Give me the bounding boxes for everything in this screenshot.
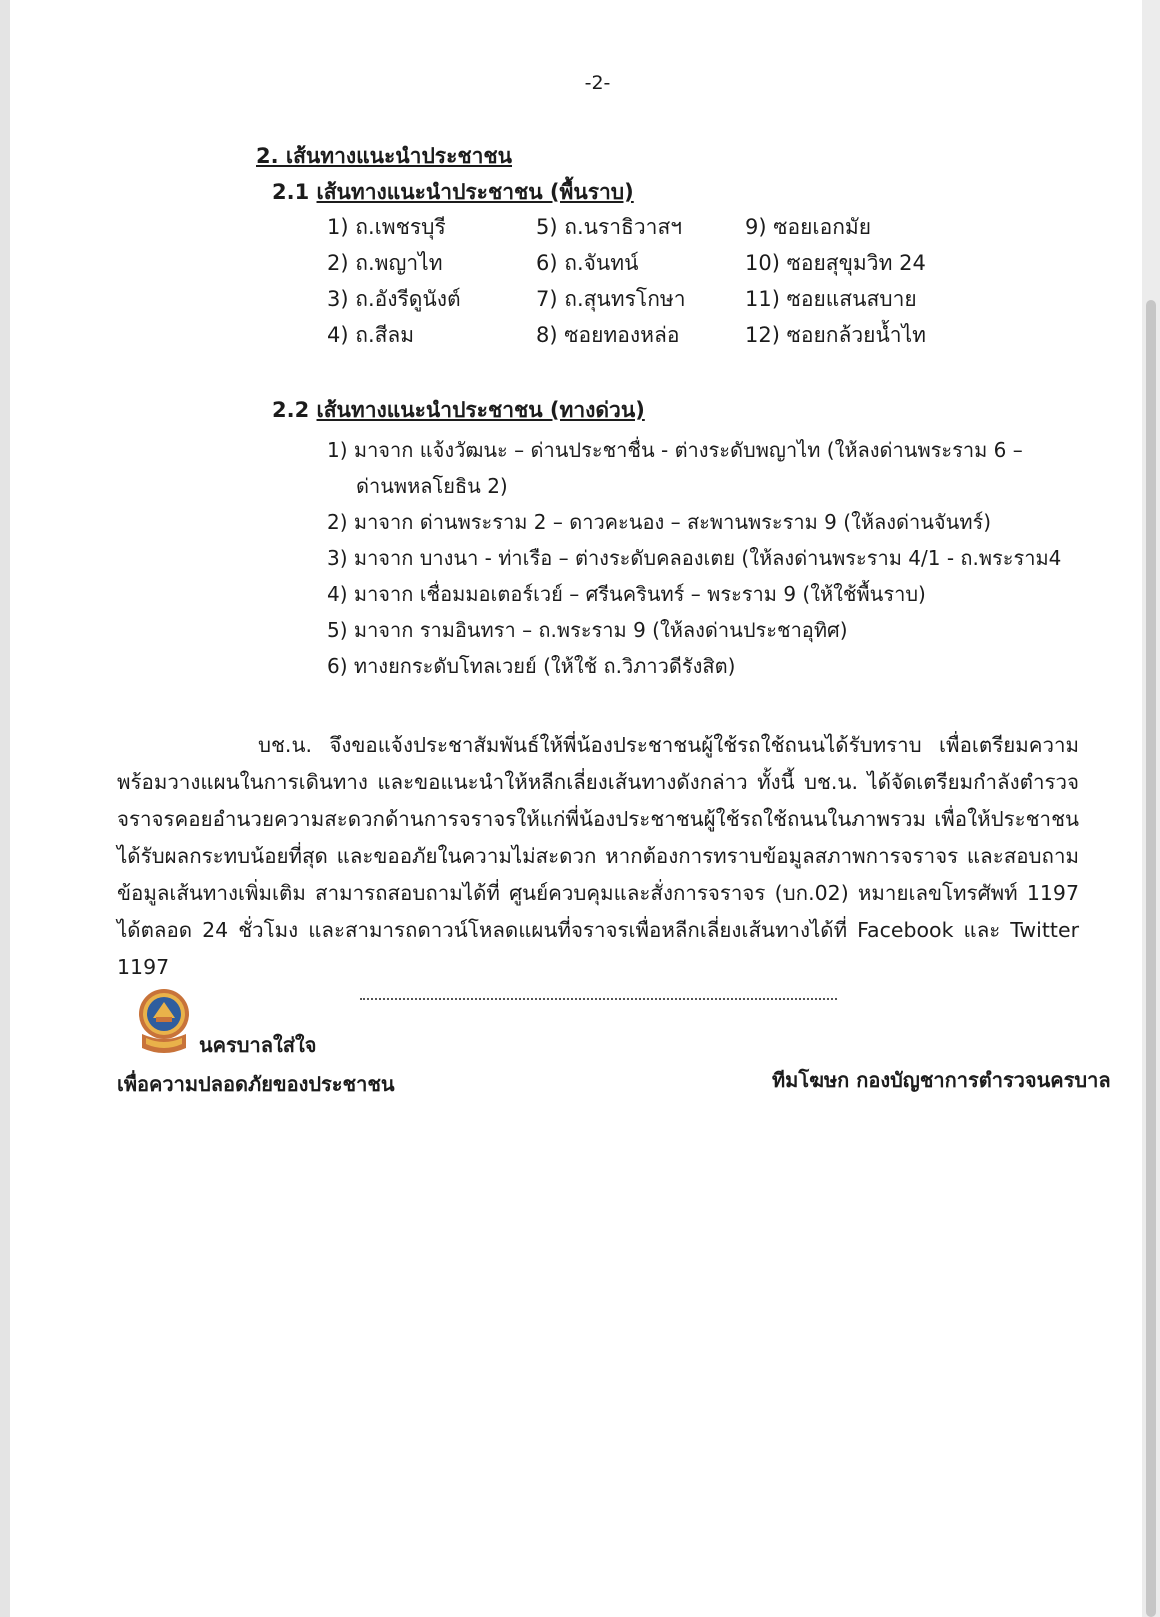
subsection-title: เส้นทางแนะนำประชาชน (พื้นราบ) <box>316 180 634 204</box>
expressway-item: 6) ทางยกระดับโทลเวยย์ (ให้ใช้ ถ.วิภาวดีรังสิต) <box>327 654 736 678</box>
route-item: 2) ถ.พญาไท <box>327 251 443 275</box>
page-number: -2- <box>584 72 611 94</box>
scrollbar-track[interactable] <box>1142 0 1160 1617</box>
expressway-item: 2) มาจาก ด่านพระราม 2 – ดาวคะนอง – สะพานพระราม 9 (ให้ลงด่านจันทร์) <box>327 510 992 534</box>
section-heading: 2. เส้นทางแนะนำประชาชน <box>256 144 512 168</box>
route-item: 7) ถ.สุนทรโกษา <box>536 287 686 311</box>
route-item: 1) ถ.เพชรบุรี <box>327 215 446 239</box>
route-item: 10) ซอยสุขุมวิท 24 <box>745 251 926 275</box>
left-margin-edge <box>0 0 10 1617</box>
expressway-item: 5) มาจาก รามอินทรา – ถ.พระราม 9 (ให้ลงด่านประชาอุทิศ) <box>327 618 848 642</box>
paragraph-line: บช.น. จึงขอแจ้งประชาสัมพันธ์ให้พี่น้องประชาชนผู้ใช้รถใช้ถนนได้รับทราบ เพื่อเตรียมความ <box>258 733 1079 757</box>
subsection-number: 2.1 <box>272 180 310 204</box>
signature-line: ทีมโฆษก กองบัญชาการตำรวจนครบาล <box>772 1068 1111 1092</box>
police-emblem-icon <box>136 988 192 1060</box>
scrollbar-thumb[interactable] <box>1146 300 1156 1617</box>
expressway-item-continuation: ด่านพหลโยธิน 2) <box>356 474 508 498</box>
paragraph-line: พร้อมวางแผนในการเดินทาง และขอแนะนำให้หลีกเลี่ยงเส้นทางดังกล่าว ทั้งนี้ บช.น. ได้จัดเตรียมกำลังตำรวจ <box>117 770 1079 794</box>
expressway-item: 3) มาจาก บางนา - ท่าเรือ – ต่างระดับคลองเตย (ให้ลงด่านพระราม 4/1 - ถ.พระราม4 <box>327 546 1062 570</box>
route-item: 4) ถ.สีลม <box>327 323 415 347</box>
paragraph-line: จราจรคอยอำนวยความสะดวกด้านการจราจรให้แก่พี่น้องประชาชนผู้ใช้รถใช้ถนนในภาพรวม เพื่อให้ประชาชน <box>117 807 1079 831</box>
route-item: 12) ซอยกล้วยน้ำไท <box>745 323 926 347</box>
slogan-line-2: เพื่อความปลอดภัยของประชาชน <box>117 1072 395 1096</box>
subsection-number: 2.2 <box>272 398 310 422</box>
route-item: 8) ซอยทองหล่อ <box>536 323 680 347</box>
subsection-2-2-heading <box>272 397 645 423</box>
announcement-paragraph <box>117 727 1079 986</box>
route-item: 5) ถ.นราธิวาสฯ <box>536 215 683 239</box>
subsection-2-1-heading <box>272 179 634 205</box>
route-item: 6) ถ.จันทน์ <box>536 251 639 275</box>
paragraph-line: ได้ตลอด 24 ชั่วโมง และสามารถดาวน์โหลดแผนที่จราจรเพื่อหลีกเลี่ยงเส้นทางได้ที่ Facebook และ Twitter <box>117 918 1079 942</box>
slogan-line-1: นครบาลใส่ใจ <box>199 1033 317 1057</box>
paragraph-line: 1197 <box>117 955 170 979</box>
paragraph-line: ได้รับผลกระทบน้อยที่สุด และขออภัยในความไม่สะดวก หากต้องการทราบข้อมูลสภาพการจราจร และสอบถาม <box>117 844 1079 868</box>
expressway-item: 4) มาจาก เชื่อมมอเตอร์เวย์ – ศรีนครินทร์ – พระราม 9 (ให้ใช้พื้นราบ) <box>327 582 926 606</box>
route-item: 9) ซอยเอกมัย <box>745 215 872 239</box>
route-item: 3) ถ.อังรีดูนังต์ <box>327 287 461 311</box>
expressway-item: 1) มาจาก แจ้งวัฒนะ – ด่านประชาชื่น - ต่างระดับพญาไท (ให้ลงด่านพระราม 6 – <box>327 438 1023 462</box>
dotted-separator <box>360 998 837 1000</box>
subsection-title: เส้นทางแนะนำประชาชน (ทางด่วน) <box>316 398 645 422</box>
route-item: 11) ซอยแสนสบาย <box>745 287 917 311</box>
paragraph-line: ข้อมูลเส้นทางเพิ่มเติม สามารถสอบถามได้ที่ ศูนย์ควบคุมและสั่งการจราจร (บก.02) หมายเลขโทรศัพท์ 1197 <box>117 881 1079 905</box>
